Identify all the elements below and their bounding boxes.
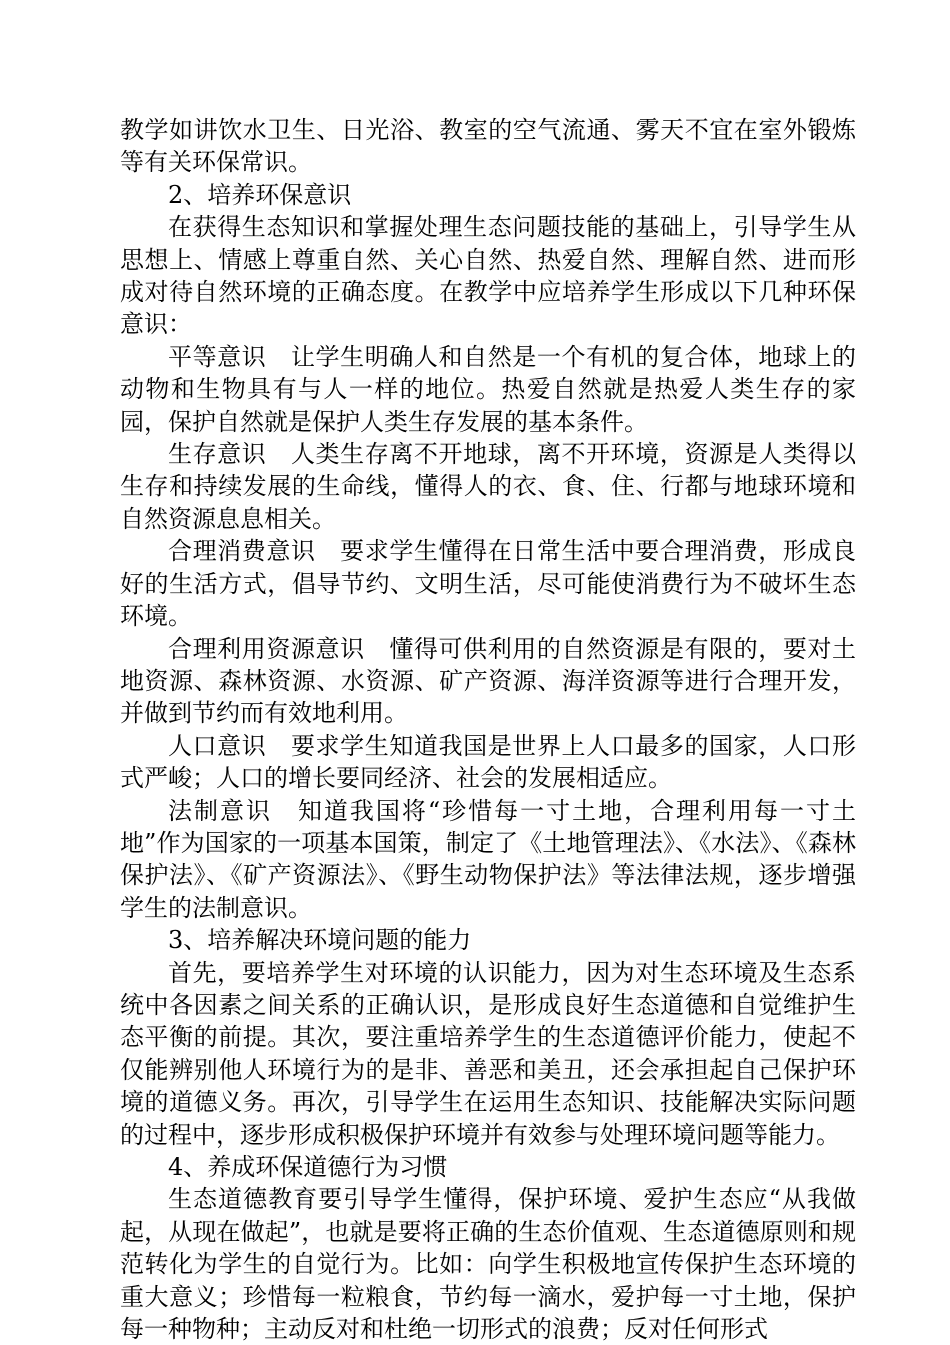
paragraph-moral-habits: 生态道德教育要引导学生懂得，保护环境、爱护生态应“从我做起，从现在做起”，也就是要将正确的生态价值观、生态道德原则和规范转化为学生的自觉行为。比如：向学生积极地宣传保护生态环境的重大意义；珍惜每一粒粮食，节约每一滴水，爱护每一寸土地，保护每一种物种；主动反对和杜绝一切形式的浪费；反对任何形式 <box>120 1185 856 1344</box>
paragraph-equality-awareness: 平等意识 让学生明确人和自然是一个有机的复合体，地球上的动物和生物具有与人一样的地位。热爱自然就是热爱人类生存的家园，保护自然就是保护人类生存发展的基本条件。 <box>120 342 856 436</box>
paragraph-legal-awareness: 法制意识 知道我国将“珍惜每一寸土地，合理利用每一寸土地”作为国家的一项基本国策，制定了《土地管理法》、《水法》、《森林保护法》、《矿产资源法》、《野生动物保护法》等法律法规，逐步增强学生的法制意识。 <box>120 796 856 922</box>
paragraph-resource-use: 合理利用资源意识 懂得可供利用的自然资源是有限的，要对土地资源、森林资源、水资源、矿产资源、海洋资源等进行合理开发，并做到节约而有效地利用。 <box>120 634 856 728</box>
paragraph-awareness-intro: 在获得生态知识和掌握处理生态问题技能的基础上，引导学生从思想上、情感上尊重自然、关心自然、热爱自然、理解自然、进而形成对待自然环境的正确态度。在教学中应培养学生形成以下几种环保意识： <box>120 213 856 339</box>
paragraph-problem-solving: 首先，要培养学生对环境的认识能力，因为对生态环境及生态系统中各因素之间关系的正确认识，是形成良好生态道德和自觉维护生态平衡的前提。其次，要注重培养学生的生态道德评价能力，使起不仅能辨别他人环境行为的是非、善恶和美丑，还会承担起自己保护环境的道德义务。再次，引导学生在运用生态知识、技能解决实际问题的过程中，逐步形成积极保护环境并有效参与处理环境问题等能力。 <box>120 958 856 1149</box>
heading-environmental-awareness: 2、培养环保意识 <box>168 180 352 209</box>
paragraph-rational-consumption: 合理消费意识 要求学生懂得在日常生活中要合理消费，形成良好的生活方式，倡导节约、文明生活，尽可能使消费行为不破坏生态环境。 <box>120 537 856 631</box>
heading-problem-solving: 3、培养解决环境问题的能力 <box>168 926 472 955</box>
paragraph-survival-awareness: 生存意识 人类生存离不开地球，离不开环境，资源是人类得以生存和持续发展的生命线，懂得人的衣、食、住、行都与地球环境和自然资源息息相关。 <box>120 440 856 533</box>
paragraph-intro-continuation: 教学如讲饮水卫生、日光浴、教室的空气流通、雾天不宜在室外锻炼等有关环保常识。 <box>120 116 856 177</box>
heading-moral-habits: 4、养成环保道德行为习惯 <box>168 1153 448 1181</box>
document-page <box>120 114 856 1345</box>
paragraph-population-awareness: 人口意识 要求学生知道我国是世界上人口最多的国家，人口形式严峻；人口的增长要同经济、社会的发展相适应。 <box>120 731 856 793</box>
